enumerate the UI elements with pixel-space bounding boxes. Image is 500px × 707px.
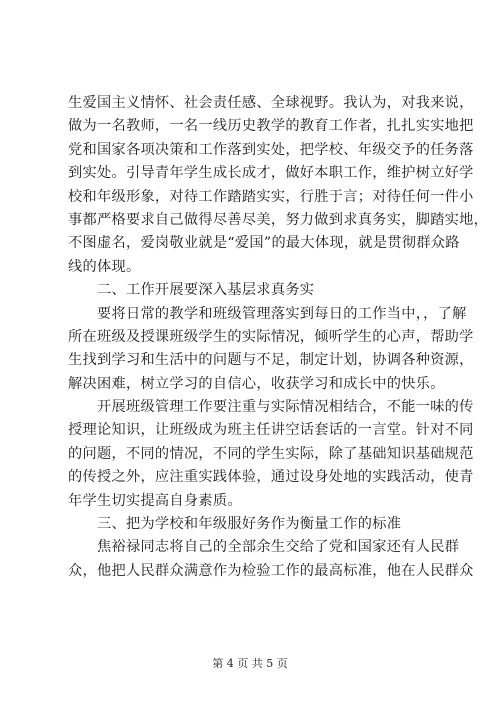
text-line: 的传授之外，应注重实践体验，通过设身处地的实践活动，使青 <box>68 469 474 486</box>
text-line: 生爱国主义情怀、社会责任感、全球视野。我认为，对我来说， <box>68 95 474 111</box>
text-line: 校和年级形象，对待工作踏踏实实，行胜于言；对待任何一件小 <box>68 188 474 205</box>
text-line: 年学生切实提高自身素质。 <box>68 492 242 509</box>
section-heading: 二、工作开展要深入基层求真务实 <box>68 282 315 299</box>
text-line: 做为一名教师，一名一线历史教学的教育工作者，扎扎实实地把 <box>68 118 474 135</box>
text-line: 解决困难，树立学习的自信心，收获学习和成长中的快乐。 <box>68 375 445 392</box>
body-text <box>68 92 489 583</box>
text-line: 的问题，不同的情况，不同的学生实际，除了基础知识基础规范 <box>68 445 474 462</box>
text-line: 众，他把人民群众满意作为检验工作的最高标准，他在人民群众 <box>68 562 474 579</box>
text-line: 党和国家各项决策和工作落到实处，把学校、年级交予的任务落 <box>68 141 474 158</box>
text-line: 线的体现。 <box>68 258 141 275</box>
text-line: 不图虚名，爱岗敬业就是“爱国”的最大体现，就是贯彻群众路 <box>68 235 460 252</box>
text-line: 焦裕禄同志将自己的全部余生交给了党和国家还有人民群 <box>68 539 460 556</box>
text-line: 生找到学习和生活中的问题与不足，制定计划，协调各种资源， <box>68 352 474 369</box>
section-heading: 三、把为学校和年级服好务作为衡量工作的标准 <box>68 516 402 533</box>
text-line: 要将日常的教学和班级管理落实到每日的工作当中，，了解 <box>68 305 467 322</box>
text-line: 到实处。引导青年学生成长成才，做好本职工作，维护树立好学 <box>68 165 474 182</box>
text-line: 事都严格要求自己做得尽善尽美，努力做到求真务实，脚踏实地， <box>68 211 489 228</box>
text-line: 所在班级及授课班级学生的实际情况，倾听学生的心声，帮助学 <box>68 328 474 345</box>
text-line: 开展班级管理工作要注重与实际情况相结合，不能一味的传 <box>68 399 474 416</box>
text-line: 授理论知识，让班级成为班主任讲空话套话的一言堂。针对不同 <box>68 422 474 439</box>
page-number-footer: 第 4 页 共 5 页 <box>212 657 288 670</box>
